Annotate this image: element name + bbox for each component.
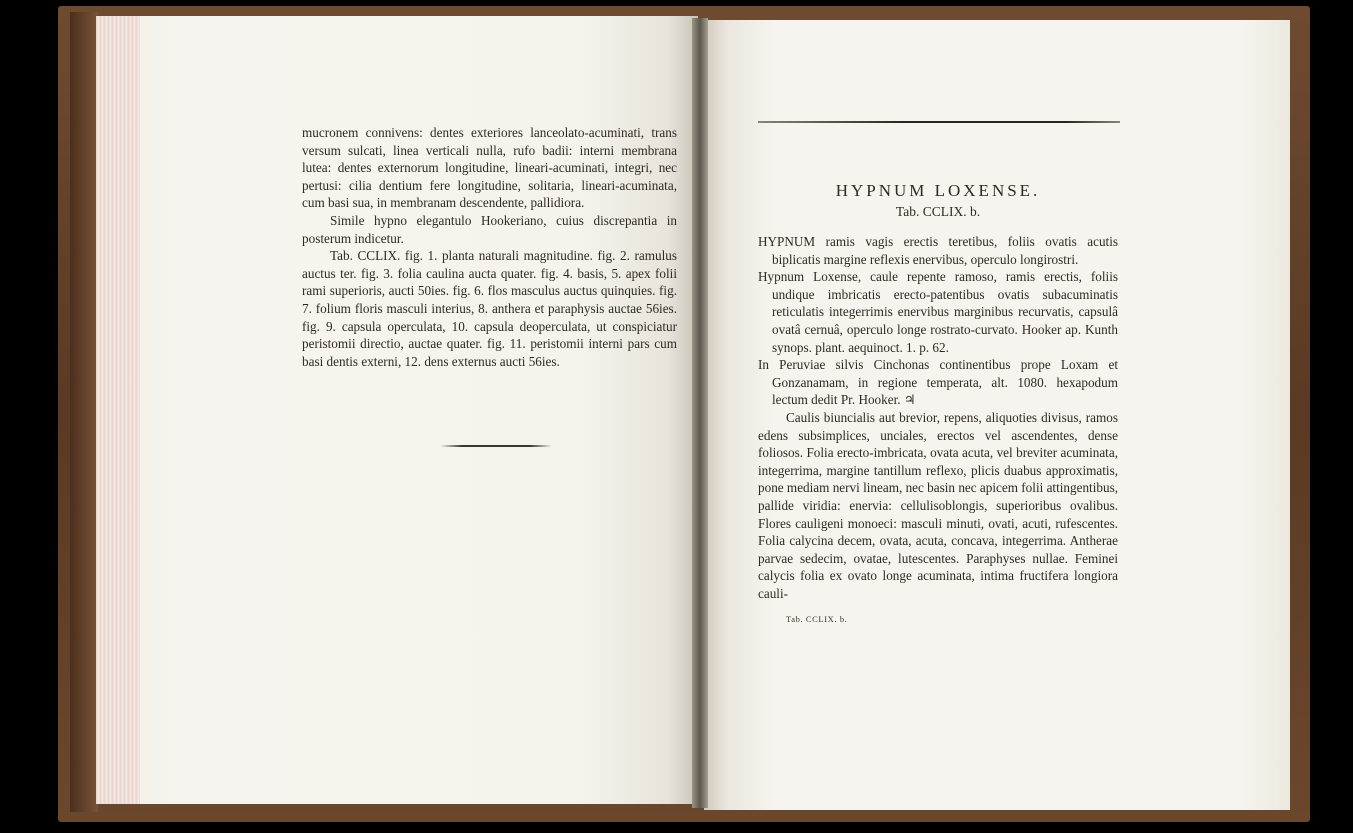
page-subtitle: Tab. CCLIX. b.	[895, 204, 981, 219]
right-paragraph-4: Caulis biuncialis aut brevior, repens, aliquoties divisus, ramos edens subsimplices, unciales, erectos vel ascendentes, dense foliosos. Folia erecto-imbricata, ovata acuta, vel breviter acuminata, integerrima, margine tantillum reflexo, plicis duabus approximatis, pone mediam nervi lineam, nec basin nec apicem folii attingentibus, pallide viridia: enervia: cellulisoblongis, superioribus ovalibus. Flores cauligeni monoeci: masculi minuti, ovati, acuti, rufescentes. Folia calycina decem, ovata, acuta, concava, integerrima. Antherae parvae sedecim, ovatae, lutescentes. Paraphyses nullae. Feminei calycis folia ex ovato longe acuminata, intima fructifera longiora cauli-	[758, 409, 1118, 601]
right-paragraph-2: Hypnum Loxense, caule repente ramoso, ramis erectis, foliis undique imbricatis erecto-patentibus ovatis subacuminatis reticulatis integerrimis enervibus marginibus recurvatis, capsulâ ovatâ cernuâ, operculo longe rostrato-curvato. Hooker ap. Kunth synops. plant. aequinoct. 1. p. 62.	[758, 269, 1118, 355]
right-paragraph-3: In Peruviae silvis Cinchonas continentibus prope Loxam et Gonzanamam, in regione temperata, alt. 1080. hexapodum lectum dedit Pr. Hooker. ♃	[758, 357, 1118, 408]
right-page-text	[758, 233, 1118, 602]
left-paragraph-1: mucronem connivens: dentes exteriores lanceolato-acuminati, trans versum sulcati, linea verticali nulla, rufo badii: interni membrana lutea: dentes externorum longitudine, lineari-acuminati, integri, nec pertusi: cilia dentium fere longitudine, solitaria, lineari-acuminata, cum basi sua, in membranam descendente, pallidiora.	[302, 125, 677, 211]
left-paragraph-3: Tab. CCLIX. fig. 1. planta naturali magnitudine. fig. 2. ramulus auctus ter. fig. 3. folia caulina aucta quater. fig. 4. basis, 5. apex folii rami superioris, aucti 50ies. fig. 6. flos masculus auctus quinquies. fig. 7. folium floris masculi interius, 8. anthera et paraphysis auctae 56ies. fig. 9. capsula operculata, 10. capsula deoperculata, ut conspiciatur peristomii directio, auctae quater. fig. 11. peristomii interni pars cum basi dentis externi, 12. dens externus aucti 56ies.	[302, 248, 677, 369]
left-paragraph-2: Simile hypno elegantulo Hookeriano, cuius discrepantia in posterum indicetur.	[302, 212, 677, 246]
right-paragraph-1: HYPNUM ramis vagis erectis teretibus, foliis ovatis acutis biplicatis margine reflexis enervibus, operculo longirostri.	[758, 234, 1118, 267]
cover-edge	[70, 12, 98, 812]
page-edges	[96, 16, 140, 804]
page-title: HYPNUM LOXENSE.	[835, 181, 1041, 200]
page-footer: Tab. CCLIX. b.	[786, 614, 848, 624]
book-gutter	[692, 18, 708, 808]
header-rule	[758, 121, 1120, 123]
left-page-text	[302, 124, 677, 370]
section-rule	[440, 445, 552, 447]
